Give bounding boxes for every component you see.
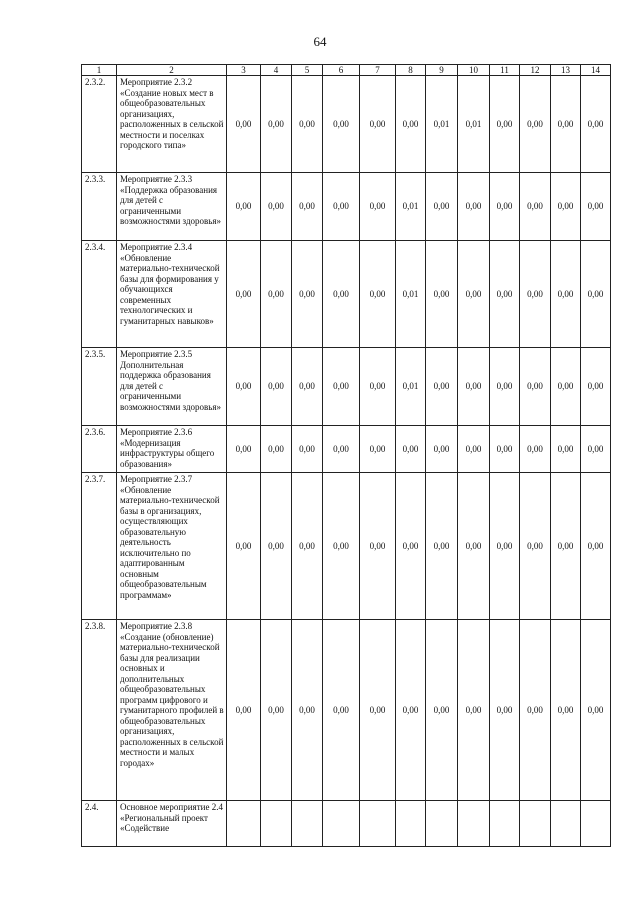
table-row bbox=[82, 173, 611, 241]
value-cell: 0,00 bbox=[360, 76, 396, 173]
value-cell: 0,00 bbox=[360, 473, 396, 620]
value-cell: 0,00 bbox=[458, 173, 490, 241]
value-cell: 0,00 bbox=[520, 173, 551, 241]
value-cell: 0,00 bbox=[323, 620, 360, 801]
data-table bbox=[81, 64, 611, 847]
row-number-cell: 2.4. bbox=[82, 801, 117, 847]
value-cell: 0,00 bbox=[261, 348, 292, 426]
value-cell: 0,01 bbox=[426, 76, 458, 173]
value-cell bbox=[520, 801, 551, 847]
row-name-cell: Мероприятие 2.3.8 «Создание (обновление) материально-технической базы для реализации основных и дополнительных общеобразовательных программ цифрового и гуманитарного профилей в общеобразовательных организациях, расположенных в сельской местности и малых городах» bbox=[117, 620, 227, 801]
value-cell: 0,00 bbox=[292, 241, 323, 348]
value-cell: 0,00 bbox=[551, 473, 581, 620]
value-cell: 0,00 bbox=[458, 348, 490, 426]
table-row bbox=[82, 620, 611, 801]
value-cell: 0,01 bbox=[396, 173, 426, 241]
value-cell: 0,00 bbox=[426, 426, 458, 473]
row-number-cell: 2.3.7. bbox=[82, 473, 117, 620]
value-cell bbox=[490, 801, 520, 847]
value-cell: 0,00 bbox=[292, 620, 323, 801]
value-cell: 0,00 bbox=[490, 76, 520, 173]
value-cell: 0,00 bbox=[227, 620, 261, 801]
value-cell: 0,00 bbox=[426, 173, 458, 241]
row-name-cell: Мероприятие 2.3.6 «Модернизация инфраструктуры общего образования» bbox=[117, 426, 227, 473]
value-cell: 0,00 bbox=[323, 241, 360, 348]
value-cell: 0,00 bbox=[520, 241, 551, 348]
value-cell: 0,00 bbox=[261, 620, 292, 801]
value-cell bbox=[581, 801, 611, 847]
value-cell: 0,00 bbox=[490, 173, 520, 241]
value-cell: 0,00 bbox=[426, 241, 458, 348]
value-cell: 0,00 bbox=[581, 241, 611, 348]
header-cell: 1 bbox=[82, 65, 117, 76]
value-cell: 0,00 bbox=[458, 426, 490, 473]
value-cell: 0,00 bbox=[581, 76, 611, 173]
value-cell: 0,00 bbox=[581, 426, 611, 473]
header-cell: 5 bbox=[292, 65, 323, 76]
value-cell: 0,01 bbox=[458, 76, 490, 173]
value-cell: 0,00 bbox=[520, 426, 551, 473]
header-cell: 13 bbox=[551, 65, 581, 76]
value-cell bbox=[551, 801, 581, 847]
value-cell: 0,00 bbox=[426, 473, 458, 620]
value-cell: 0,00 bbox=[360, 173, 396, 241]
value-cell: 0,00 bbox=[227, 426, 261, 473]
value-cell: 0,01 bbox=[396, 348, 426, 426]
value-cell: 0,00 bbox=[323, 348, 360, 426]
value-cell: 0,00 bbox=[520, 473, 551, 620]
page-number: 64 bbox=[313, 34, 327, 49]
value-cell: 0,00 bbox=[292, 426, 323, 473]
header-cell: 8 bbox=[396, 65, 426, 76]
value-cell: 0,00 bbox=[261, 241, 292, 348]
row-name-cell: Мероприятие 2.3.3 «Поддержка образования для детей с ограниченными возможностями здоровья» bbox=[117, 173, 227, 241]
value-cell: 0,00 bbox=[490, 473, 520, 620]
value-cell bbox=[227, 801, 261, 847]
table-row bbox=[82, 76, 611, 173]
value-cell bbox=[323, 801, 360, 847]
value-cell bbox=[426, 801, 458, 847]
row-name-cell: Мероприятие 2.3.7 «Обновление материально-технической базы в организациях, осуществляющих образовательную деятельность исключительно по адаптированным основным общеобразовательным программам» bbox=[117, 473, 227, 620]
value-cell: 0,00 bbox=[292, 473, 323, 620]
row-number-cell: 2.3.3. bbox=[82, 173, 117, 241]
value-cell: 0,00 bbox=[323, 76, 360, 173]
row-name-cell: Мероприятие 2.3.2 «Создание новых мест в общеобразовательных организациях, расположенных в сельской местности и поселках городского типа» bbox=[117, 76, 227, 173]
value-cell: 0,00 bbox=[396, 76, 426, 173]
value-cell bbox=[360, 801, 396, 847]
header-cell: 12 bbox=[520, 65, 551, 76]
value-cell: 0,00 bbox=[551, 76, 581, 173]
value-cell: 0,00 bbox=[396, 426, 426, 473]
table-row bbox=[82, 801, 611, 847]
row-number-cell: 2.3.5. bbox=[82, 348, 117, 426]
value-cell: 0,00 bbox=[396, 620, 426, 801]
value-cell: 0,00 bbox=[292, 76, 323, 173]
value-cell: 0,00 bbox=[458, 620, 490, 801]
value-cell: 0,00 bbox=[520, 348, 551, 426]
value-cell: 0,00 bbox=[323, 426, 360, 473]
value-cell: 0,00 bbox=[490, 426, 520, 473]
value-cell: 0,00 bbox=[292, 348, 323, 426]
value-cell: 0,00 bbox=[360, 241, 396, 348]
value-cell: 0,00 bbox=[360, 348, 396, 426]
value-cell: 0,00 bbox=[458, 473, 490, 620]
row-name-cell: Мероприятие 2.3.4 «Обновление материально-технической базы для формирования у обучающихся современных технологических и гуманитарных навыков» bbox=[117, 241, 227, 348]
value-cell: 0,00 bbox=[396, 473, 426, 620]
value-cell: 0,00 bbox=[261, 426, 292, 473]
row-number-cell: 2.3.2. bbox=[82, 76, 117, 173]
header-cell: 4 bbox=[261, 65, 292, 76]
header-cell: 3 bbox=[227, 65, 261, 76]
table-row bbox=[82, 241, 611, 348]
row-number-cell: 2.3.4. bbox=[82, 241, 117, 348]
value-cell: 0,00 bbox=[551, 241, 581, 348]
value-cell: 0,00 bbox=[490, 241, 520, 348]
value-cell: 0,00 bbox=[458, 241, 490, 348]
table-row bbox=[82, 348, 611, 426]
header-row bbox=[82, 65, 611, 76]
row-number-cell: 2.3.6. bbox=[82, 426, 117, 473]
header-cell: 2 bbox=[117, 65, 227, 76]
table-row bbox=[82, 473, 611, 620]
value-cell: 0,00 bbox=[581, 473, 611, 620]
value-cell: 0,00 bbox=[261, 173, 292, 241]
value-cell: 0,00 bbox=[227, 173, 261, 241]
value-cell: 0,01 bbox=[396, 241, 426, 348]
value-cell: 0,00 bbox=[551, 426, 581, 473]
value-cell: 0,00 bbox=[323, 473, 360, 620]
header-cell: 14 bbox=[581, 65, 611, 76]
value-cell: 0,00 bbox=[490, 620, 520, 801]
value-cell: 0,00 bbox=[227, 241, 261, 348]
value-cell: 0,00 bbox=[520, 76, 551, 173]
value-cell bbox=[292, 801, 323, 847]
value-cell: 0,00 bbox=[426, 348, 458, 426]
row-name-cell: Мероприятие 2.3.5 Дополнительная поддержка образования для детей с ограниченными возможностями здоровья» bbox=[117, 348, 227, 426]
value-cell: 0,00 bbox=[261, 473, 292, 620]
header-cell: 10 bbox=[458, 65, 490, 76]
value-cell: 0,00 bbox=[490, 348, 520, 426]
value-cell bbox=[261, 801, 292, 847]
value-cell: 0,00 bbox=[551, 348, 581, 426]
row-name-cell: Основное мероприятие 2.4 «Региональный проект «Содействие bbox=[117, 801, 227, 847]
value-cell: 0,00 bbox=[520, 620, 551, 801]
row-number-cell: 2.3.8. bbox=[82, 620, 117, 801]
value-cell: 0,00 bbox=[581, 348, 611, 426]
value-cell: 0,00 bbox=[227, 473, 261, 620]
value-cell: 0,00 bbox=[581, 620, 611, 801]
value-cell: 0,00 bbox=[227, 348, 261, 426]
value-cell: 0,00 bbox=[227, 76, 261, 173]
header-cell: 6 bbox=[323, 65, 360, 76]
value-cell: 0,00 bbox=[360, 620, 396, 801]
value-cell: 0,00 bbox=[581, 173, 611, 241]
header-cell: 9 bbox=[426, 65, 458, 76]
value-cell: 0,00 bbox=[360, 426, 396, 473]
table-row bbox=[82, 426, 611, 473]
header-cell: 7 bbox=[360, 65, 396, 76]
value-cell: 0,00 bbox=[261, 76, 292, 173]
value-cell: 0,00 bbox=[551, 173, 581, 241]
value-cell: 0,00 bbox=[426, 620, 458, 801]
header-cell: 11 bbox=[490, 65, 520, 76]
value-cell: 0,00 bbox=[323, 173, 360, 241]
value-cell: 0,00 bbox=[292, 173, 323, 241]
value-cell bbox=[458, 801, 490, 847]
value-cell: 0,00 bbox=[551, 620, 581, 801]
value-cell bbox=[396, 801, 426, 847]
